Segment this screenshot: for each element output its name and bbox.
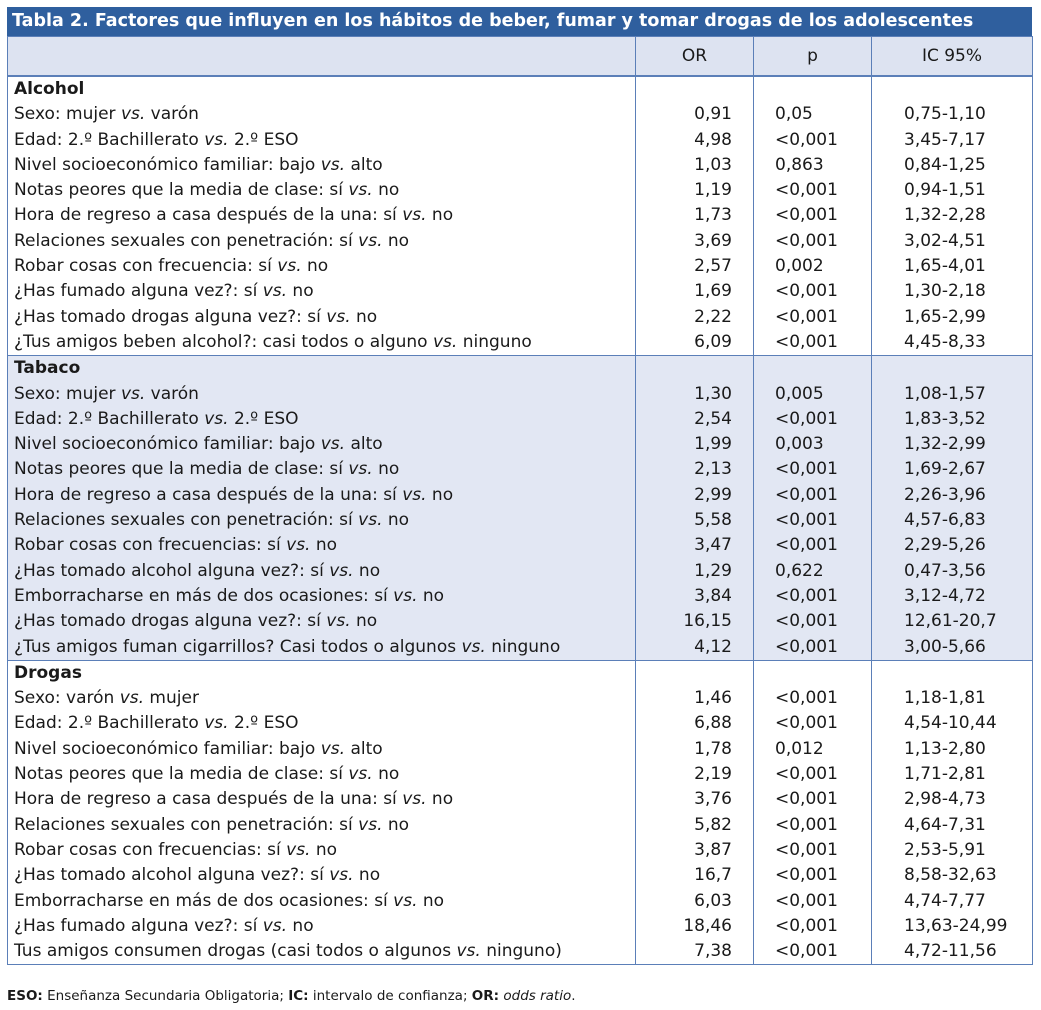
ic-cell: 1,83-3,52: [872, 407, 1033, 432]
section-heading-row: [8, 660, 1033, 686]
factor-vs: vs.: [320, 154, 346, 175]
factor-text-tail: no: [426, 205, 454, 226]
factor-text: ¿Has fumado alguna vez?: sí: [14, 915, 263, 936]
table-row: [8, 457, 1033, 482]
factor-vs: vs.: [348, 180, 373, 201]
ic-cell: 4,57-6,83: [872, 508, 1033, 533]
factor-text-tail: no: [310, 839, 338, 860]
factor-text-tail: no: [287, 915, 314, 936]
factor-cell: [8, 635, 636, 661]
table-row: [8, 229, 1033, 254]
or-cell: 6,88: [636, 711, 754, 736]
or-cell: 16,7: [636, 863, 754, 888]
or-cell: 1,30: [636, 382, 754, 407]
header-p: p: [754, 37, 872, 77]
factor-text-tail: no: [287, 281, 314, 302]
or-cell: 1,29: [636, 559, 754, 584]
header-row: [8, 37, 1033, 77]
factor-text: Edad: 2.º Bachillerato: [14, 713, 205, 734]
or-cell: 1,19: [636, 178, 754, 203]
factor-cell: [8, 483, 636, 508]
factor-text-tail: 2.º ESO: [228, 408, 299, 429]
factor-cell: [8, 737, 636, 762]
table-row: [8, 102, 1033, 127]
factor-text: Robar cosas con frecuencias: sí: [14, 535, 287, 556]
table-row: [8, 711, 1033, 736]
table-row: [8, 939, 1033, 965]
footnote-abbr-ic: IC:: [288, 988, 309, 1004]
p-cell: <0,001: [754, 203, 872, 228]
factor-text-tail: no: [353, 560, 381, 581]
or-cell: 1,99: [636, 432, 754, 457]
factor-vs: vs.: [358, 510, 383, 531]
factor-vs: vs.: [348, 459, 373, 480]
empty-cell: [754, 76, 872, 102]
factor-cell: [8, 254, 636, 279]
or-cell: 3,87: [636, 838, 754, 863]
factor-text: ¿Tus amigos beben alcohol?: casi todos o alguno: [14, 331, 433, 352]
factor-cell: [8, 407, 636, 432]
empty-cell: [872, 76, 1033, 102]
factor-text-tail: varón: [145, 383, 199, 404]
table-row: [8, 863, 1033, 888]
p-cell: <0,001: [754, 178, 872, 203]
p-cell: <0,001: [754, 838, 872, 863]
p-cell: 0,05: [754, 102, 872, 127]
ic-cell: 4,74-7,77: [872, 889, 1033, 914]
table-container: [7, 7, 1032, 965]
factor-text-tail: 2.º ESO: [228, 713, 299, 734]
factor-vs: vs.: [262, 281, 288, 302]
factor-text: Notas peores que la media de clase: sí: [14, 459, 349, 480]
factor-text-tail: no: [372, 180, 400, 201]
table-row: [8, 813, 1033, 838]
empty-cell: [636, 76, 754, 102]
or-cell: 2,19: [636, 762, 754, 787]
factor-vs: vs.: [204, 408, 229, 429]
or-cell: 1,46: [636, 686, 754, 711]
p-cell: 0,012: [754, 737, 872, 762]
or-cell: 4,98: [636, 128, 754, 153]
ic-cell: 1,69-2,67: [872, 457, 1033, 482]
factor-text-tail: no: [426, 484, 454, 505]
factor-vs: vs.: [320, 434, 346, 455]
p-cell: <0,001: [754, 584, 872, 609]
factor-cell: [8, 813, 636, 838]
ic-cell: 1,65-2,99: [872, 305, 1033, 330]
factor-text-tail: no: [310, 535, 338, 556]
table-row: [8, 508, 1033, 533]
ic-cell: 1,65-4,01: [872, 254, 1033, 279]
or-cell: 1,03: [636, 153, 754, 178]
table-row: [8, 203, 1033, 228]
section-heading-row: [8, 356, 1033, 382]
p-cell: <0,001: [754, 330, 872, 356]
empty-cell: [636, 356, 754, 382]
ic-cell: 1,32-2,28: [872, 203, 1033, 228]
factor-text: Hora de regreso a casa después de la una: sí: [14, 205, 403, 226]
or-cell: 3,76: [636, 787, 754, 812]
data-table: [7, 36, 1033, 965]
p-cell: <0,001: [754, 711, 872, 736]
ic-cell: 2,29-5,26: [872, 533, 1033, 558]
factor-text-tail: alto: [345, 154, 383, 175]
empty-cell: [872, 356, 1033, 382]
p-cell: <0,001: [754, 229, 872, 254]
header-ic: IC 95%: [872, 37, 1033, 77]
factor-cell: [8, 914, 636, 939]
factor-cell: [8, 609, 636, 634]
factor-text-tail: alto: [345, 738, 383, 759]
factor-text: Sexo: varón: [14, 688, 120, 709]
or-cell: 3,69: [636, 229, 754, 254]
factor-text: Emborracharse en más de dos ocasiones: sí: [14, 585, 394, 606]
factor-text: Hora de regreso a casa después de la una: sí: [14, 484, 403, 505]
or-cell: 1,73: [636, 203, 754, 228]
section-heading: Drogas: [8, 660, 636, 686]
p-cell: 0,863: [754, 153, 872, 178]
table-title: Tabla 2. Factores que influyen en los hábitos de beber, fumar y tomar drogas de los adolescentes: [7, 7, 1032, 36]
factor-text: ¿Has tomado drogas alguna vez?: sí: [14, 611, 327, 632]
section-alcohol: [8, 76, 1033, 356]
factor-vs: vs.: [120, 383, 146, 404]
table-row: [8, 153, 1033, 178]
factor-cell: [8, 533, 636, 558]
table-row: [8, 382, 1033, 407]
factor-cell: [8, 203, 636, 228]
factor-vs: vs.: [286, 535, 311, 556]
factor-text: Notas peores que la media de clase: sí: [14, 764, 349, 785]
p-cell: <0,001: [754, 762, 872, 787]
p-cell: <0,001: [754, 279, 872, 304]
p-cell: <0,001: [754, 533, 872, 558]
or-cell: 1,78: [636, 737, 754, 762]
ic-cell: 4,54-10,44: [872, 711, 1033, 736]
factor-text-tail: no: [382, 230, 410, 251]
factor-vs: vs.: [461, 636, 486, 657]
header-label: [8, 37, 636, 77]
factor-cell: [8, 229, 636, 254]
footnote-italic-or: odds ratio: [503, 988, 572, 1004]
table-row: [8, 128, 1033, 153]
factor-text: Nivel socioeconómico familiar: bajo: [14, 434, 321, 455]
footnote-text-ic: intervalo de confianza;: [308, 988, 472, 1004]
factor-vs: vs.: [326, 306, 351, 327]
factor-vs: vs.: [393, 890, 418, 911]
footnote-abbr-or: OR:: [471, 988, 500, 1004]
ic-cell: 13,63-24,99: [872, 914, 1033, 939]
factor-text: ¿Has tomado alcohol alguna vez?: sí: [14, 865, 330, 886]
p-cell: <0,001: [754, 863, 872, 888]
factor-vs: vs.: [277, 256, 302, 277]
factor-vs: vs.: [262, 915, 288, 936]
factor-vs: vs.: [329, 560, 354, 581]
p-cell: <0,001: [754, 635, 872, 661]
ic-cell: 1,30-2,18: [872, 279, 1033, 304]
factor-text: Hora de regreso a casa después de la una: sí: [14, 789, 403, 810]
or-cell: 6,09: [636, 330, 754, 356]
table-row: [8, 559, 1033, 584]
table-row: [8, 178, 1033, 203]
ic-cell: 4,72-11,56: [872, 939, 1033, 965]
table-row: [8, 330, 1033, 356]
table-header: [8, 37, 1033, 77]
p-cell: <0,001: [754, 939, 872, 965]
factor-text: ¿Has fumado alguna vez?: sí: [14, 281, 263, 302]
p-cell: <0,001: [754, 407, 872, 432]
factor-text-tail: no: [350, 611, 378, 632]
or-cell: 3,84: [636, 584, 754, 609]
table-row: [8, 533, 1033, 558]
factor-text-tail: alto: [345, 434, 383, 455]
p-cell: <0,001: [754, 889, 872, 914]
ic-cell: 12,61-20,7: [872, 609, 1033, 634]
factor-cell: [8, 508, 636, 533]
p-cell: <0,001: [754, 609, 872, 634]
table-row: [8, 787, 1033, 812]
header-or: OR: [636, 37, 754, 77]
factor-text: ¿Tus amigos fuman cigarrillos? Casi todos o algunos: [14, 636, 462, 657]
table-row: [8, 254, 1033, 279]
table-row: [8, 432, 1033, 457]
factor-cell: [8, 787, 636, 812]
section-heading: Alcohol: [8, 76, 636, 102]
ic-cell: 2,53-5,91: [872, 838, 1033, 863]
p-cell: <0,001: [754, 128, 872, 153]
factor-vs: vs.: [456, 941, 481, 962]
factor-cell: [8, 432, 636, 457]
factor-text: Tus amigos consumen drogas (casi todos o algunos: [14, 941, 457, 962]
or-cell: 0,91: [636, 102, 754, 127]
or-cell: 2,99: [636, 483, 754, 508]
factor-text-tail: no: [382, 814, 410, 835]
footnote: [7, 988, 576, 1004]
or-cell: 16,15: [636, 609, 754, 634]
p-cell: <0,001: [754, 508, 872, 533]
factor-cell: [8, 762, 636, 787]
factor-vs: vs.: [286, 839, 311, 860]
section-heading-row: [8, 76, 1033, 102]
ic-cell: 4,64-7,31: [872, 813, 1033, 838]
or-cell: 1,69: [636, 279, 754, 304]
ic-cell: 0,94-1,51: [872, 178, 1033, 203]
factor-text: Nivel socioeconómico familiar: bajo: [14, 154, 321, 175]
or-cell: 18,46: [636, 914, 754, 939]
footnote-tail-or: .: [571, 988, 576, 1004]
or-cell: 7,38: [636, 939, 754, 965]
factor-text-tail: ninguno: [485, 636, 561, 657]
table-row: [8, 838, 1033, 863]
factor-cell: [8, 863, 636, 888]
table-row: [8, 914, 1033, 939]
table-row: [8, 279, 1033, 304]
factor-vs: vs.: [433, 331, 458, 352]
table-row: [8, 609, 1033, 634]
empty-cell: [636, 660, 754, 686]
table-row: [8, 889, 1033, 914]
factor-text: Relaciones sexuales con penetración: sí: [14, 230, 359, 251]
factor-text: Edad: 2.º Bachillerato: [14, 408, 205, 429]
factor-text-tail: no: [426, 789, 454, 810]
factor-vs: vs.: [393, 585, 418, 606]
footnote-abbr-eso: ESO:: [7, 988, 43, 1004]
table-row: [8, 737, 1033, 762]
factor-cell: [8, 889, 636, 914]
factor-vs: vs.: [320, 738, 346, 759]
factor-cell: [8, 686, 636, 711]
factor-vs: vs.: [358, 230, 383, 251]
factor-cell: [8, 305, 636, 330]
ic-cell: 0,75-1,10: [872, 102, 1033, 127]
factor-vs: vs.: [326, 611, 351, 632]
factor-text: ¿Has tomado alcohol alguna vez?: sí: [14, 560, 330, 581]
section-heading: Tabaco: [8, 356, 636, 382]
p-cell: <0,001: [754, 787, 872, 812]
ic-cell: 3,02-4,51: [872, 229, 1033, 254]
ic-cell: 3,45-7,17: [872, 128, 1033, 153]
p-cell: <0,001: [754, 914, 872, 939]
factor-text: Edad: 2.º Bachillerato: [14, 129, 205, 150]
factor-cell: [8, 939, 636, 965]
footnote-text-eso: Enseñanza Secundaria Obligatoria;: [42, 988, 289, 1004]
factor-cell: [8, 584, 636, 609]
factor-text-tail: ninguno): [480, 941, 562, 962]
p-cell: <0,001: [754, 813, 872, 838]
or-cell: 3,47: [636, 533, 754, 558]
factor-text: Emborracharse en más de dos ocasiones: sí: [14, 890, 394, 911]
or-cell: 2,57: [636, 254, 754, 279]
empty-cell: [872, 660, 1033, 686]
factor-cell: [8, 330, 636, 356]
factor-text-tail: mujer: [144, 688, 199, 709]
factor-text: Robar cosas con frecuencias: sí: [14, 839, 287, 860]
or-cell: 5,82: [636, 813, 754, 838]
ic-cell: 2,26-3,96: [872, 483, 1033, 508]
ic-cell: 0,84-1,25: [872, 153, 1033, 178]
table-row: [8, 635, 1033, 661]
factor-text: ¿Has tomado drogas alguna vez?: sí: [14, 306, 327, 327]
table-row: [8, 407, 1033, 432]
ic-cell: 1,32-2,99: [872, 432, 1033, 457]
p-cell: 0,622: [754, 559, 872, 584]
table-row: [8, 584, 1033, 609]
factor-text: Relaciones sexuales con penetración: sí: [14, 814, 359, 835]
factor-text: Notas peores que la media de clase: sí: [14, 180, 349, 201]
p-cell: <0,001: [754, 305, 872, 330]
or-cell: 2,22: [636, 305, 754, 330]
table-row: [8, 762, 1033, 787]
factor-text-tail: no: [350, 306, 378, 327]
factor-text: Nivel socioeconómico familiar: bajo: [14, 738, 321, 759]
table-row: [8, 483, 1033, 508]
factor-cell: [8, 457, 636, 482]
factor-text: Sexo: mujer: [14, 383, 121, 404]
or-cell: 6,03: [636, 889, 754, 914]
factor-cell: [8, 838, 636, 863]
p-cell: 0,005: [754, 382, 872, 407]
ic-cell: 3,12-4,72: [872, 584, 1033, 609]
factor-cell: [8, 382, 636, 407]
ic-cell: 1,18-1,81: [872, 686, 1033, 711]
factor-vs: vs.: [119, 688, 145, 709]
factor-vs: vs.: [329, 865, 354, 886]
empty-cell: [754, 660, 872, 686]
p-cell: <0,001: [754, 686, 872, 711]
factor-text-tail: no: [382, 510, 410, 531]
factor-vs: vs.: [120, 104, 146, 125]
factor-cell: [8, 178, 636, 203]
ic-cell: 1,08-1,57: [872, 382, 1033, 407]
ic-cell: 0,47-3,56: [872, 559, 1033, 584]
empty-cell: [754, 356, 872, 382]
ic-cell: 1,71-2,81: [872, 762, 1033, 787]
table-row: [8, 305, 1033, 330]
ic-cell: 1,13-2,80: [872, 737, 1033, 762]
factor-vs: vs.: [358, 814, 383, 835]
table-row: [8, 686, 1033, 711]
factor-cell: [8, 559, 636, 584]
ic-cell: 3,00-5,66: [872, 635, 1033, 661]
factor-cell: [8, 128, 636, 153]
factor-vs: vs.: [204, 129, 229, 150]
factor-text: Sexo: mujer: [14, 104, 121, 125]
p-cell: 0,002: [754, 254, 872, 279]
factor-text-tail: no: [353, 865, 381, 886]
factor-text-tail: no: [372, 459, 400, 480]
factor-cell: [8, 279, 636, 304]
factor-text-tail: no: [417, 585, 445, 606]
factor-text: Relaciones sexuales con penetración: sí: [14, 510, 359, 531]
factor-cell: [8, 153, 636, 178]
factor-vs: vs.: [402, 205, 427, 226]
factor-vs: vs.: [402, 484, 427, 505]
factor-vs: vs.: [402, 789, 427, 810]
or-cell: 5,58: [636, 508, 754, 533]
ic-cell: 4,45-8,33: [872, 330, 1033, 356]
section-tabaco: [8, 356, 1033, 661]
factor-text-tail: 2.º ESO: [228, 129, 299, 150]
factor-text-tail: ninguno: [457, 331, 532, 352]
factor-vs: vs.: [204, 713, 229, 734]
section-drogas: [8, 660, 1033, 965]
p-cell: 0,003: [754, 432, 872, 457]
p-cell: <0,001: [754, 483, 872, 508]
factor-vs: vs.: [348, 764, 373, 785]
p-cell: <0,001: [754, 457, 872, 482]
or-cell: 2,13: [636, 457, 754, 482]
factor-text-tail: no: [301, 256, 329, 277]
factor-text-tail: no: [372, 764, 400, 785]
factor-text-tail: no: [417, 890, 445, 911]
or-cell: 4,12: [636, 635, 754, 661]
ic-cell: 2,98-4,73: [872, 787, 1033, 812]
factor-cell: [8, 711, 636, 736]
ic-cell: 8,58-32,63: [872, 863, 1033, 888]
or-cell: 2,54: [636, 407, 754, 432]
factor-text-tail: varón: [145, 104, 199, 125]
factor-text: Robar cosas con frecuencia: sí: [14, 256, 278, 277]
factor-cell: [8, 102, 636, 127]
